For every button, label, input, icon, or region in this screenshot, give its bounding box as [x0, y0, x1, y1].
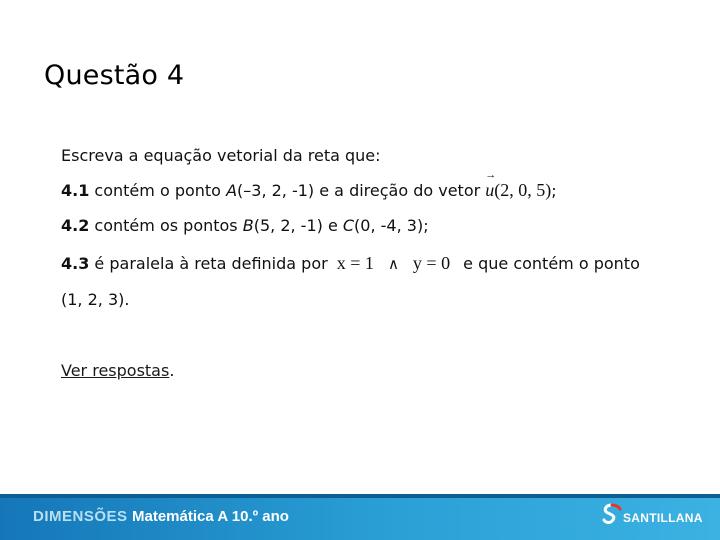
item-4-1	[61, 169, 557, 201]
item-number: 4.1	[61, 181, 90, 200]
item-text: contém os pontos	[89, 216, 243, 235]
point-coords: (–3, 2, -1)	[237, 181, 315, 200]
vector-symbol: → u	[485, 169, 497, 200]
item-4-2	[61, 216, 429, 235]
answers-punct: .	[169, 361, 175, 380]
and-symbol: ∧	[387, 257, 399, 273]
page-title: Questão 4	[44, 60, 185, 91]
item-text: e que contém o ponto	[458, 254, 640, 273]
point-label: A	[226, 181, 238, 200]
intro-text: Escreva a equação vetorial da reta que:	[61, 146, 381, 165]
item-4-3	[61, 253, 640, 274]
vector-expression	[485, 169, 552, 201]
equation-1: x = 1	[336, 253, 374, 273]
item-text: e a direção do vetor	[314, 181, 486, 200]
footer-bar	[0, 494, 720, 540]
point-coords: (5, 2, -1)	[253, 216, 323, 235]
publisher-logo	[601, 502, 701, 532]
answers-line	[61, 361, 174, 380]
item-text: é paralela à reta definida por	[89, 254, 333, 273]
equation-2: y = 0	[412, 253, 451, 273]
footer-stripe	[0, 494, 720, 498]
answers-link[interactable]: Ver respostas	[61, 361, 170, 380]
item-number: 4.3	[61, 254, 90, 273]
santillana-swirl-icon	[601, 502, 623, 526]
item-4-3-continuation: (1, 2, 3).	[61, 290, 130, 309]
item-text: contém o ponto	[89, 181, 227, 200]
point-label: C	[342, 216, 355, 235]
footer-subject: Matemática A 10.º ano	[132, 508, 289, 525]
point-coords: (0, -4, 3);	[354, 216, 429, 235]
item-text: e	[322, 216, 343, 235]
item-end: ;	[551, 181, 557, 200]
publisher-name: SANTILLANA	[623, 511, 703, 525]
item-number: 4.2	[61, 216, 90, 235]
vector-arrow: →	[485, 169, 497, 181]
point-label: B	[242, 216, 254, 235]
footer-brand: DIMENSÕES	[33, 508, 128, 525]
vector-components: (2, 0, 5)	[494, 180, 552, 200]
